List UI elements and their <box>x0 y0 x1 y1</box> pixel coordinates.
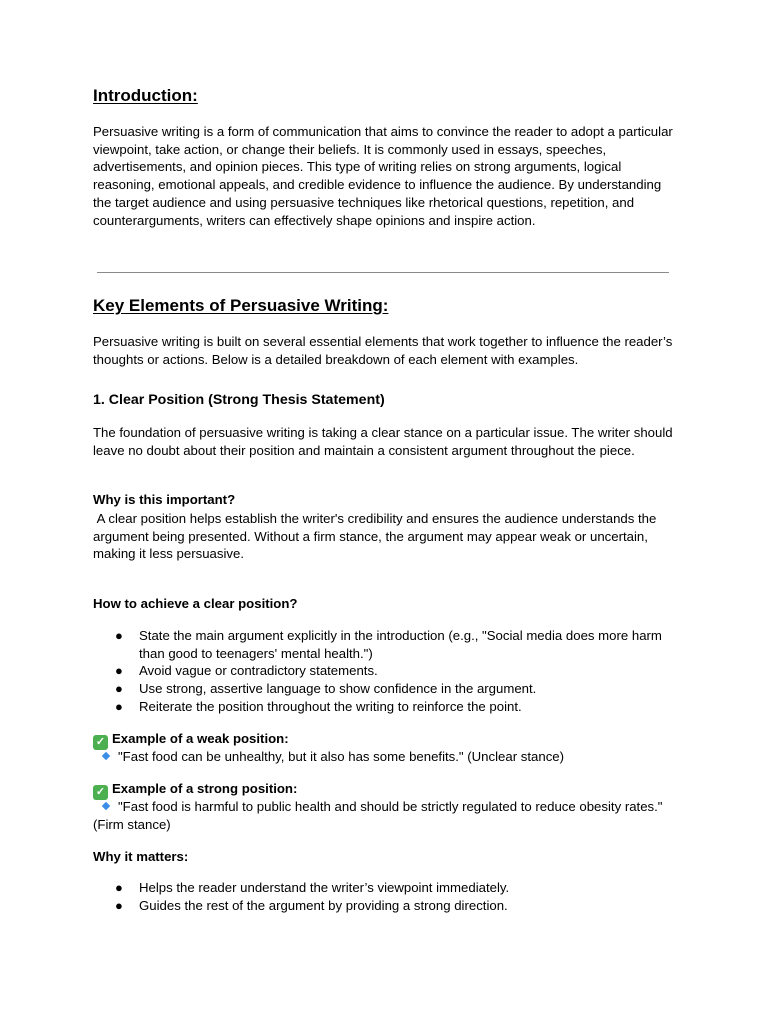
list-item: ● Guides the rest of the argument by providing a strong direction. <box>115 897 508 913</box>
check-mark-icon: ✓ <box>93 735 108 750</box>
list-item: ● State the main argument explicitly in the introduction (e.g., "Social media does more harm than good to teenagers' mental health.") <box>115 628 662 661</box>
blue-diamond-icon <box>102 802 110 810</box>
clear-position-paragraph: The foundation of persuasive writing is taking a clear stance on a particular issue. The writer should leave no doubt about their position and maintain a consistent argument throughout the piece. <box>93 425 673 458</box>
bullet-icon: ● <box>115 663 123 679</box>
bullet-icon: ● <box>115 880 123 895</box>
how-to-achieve-list <box>93 627 678 716</box>
strong-example-text: "Fast food is harmful to public health and should be strictly regulated to reduce obesity rates." (Firm stance) <box>93 799 663 832</box>
list-item: ● Use strong, assertive language to show confidence in the argument. <box>115 681 537 697</box>
how-to-achieve-heading: How to achieve a clear position? <box>93 596 298 611</box>
why-it-matters-list <box>93 879 678 914</box>
bullet-icon: ● <box>115 698 123 714</box>
bullet-icon: ● <box>115 681 123 697</box>
key-elements-paragraph: Persuasive writing is built on several essential elements that work together to influence the reader’s thoughts or actions. Below is a detailed breakdown of each element with examples. <box>93 334 673 367</box>
list-item: ● Reiterate the position throughout the writing to reinforce the point. <box>115 698 522 714</box>
why-it-matters-heading: Why it matters: <box>93 849 189 864</box>
key-elements-heading: Key Elements of Persuasive Writing: <box>93 296 389 315</box>
check-mark-icon: ✓ <box>93 785 108 800</box>
bullet-icon: ● <box>115 897 123 913</box>
blue-diamond-icon <box>102 752 110 760</box>
why-important-heading: Why is this important? <box>93 492 236 507</box>
list-item: ● Avoid vague or contradictory statements. <box>115 663 378 679</box>
introduction-paragraph: Persuasive writing is a form of communication that aims to convince the reader to adopt a particular viewpoint, take action, or change their beliefs. It is commonly used in essays, speeches, advertisements, and opinion pieces. This type of writing relies on strong arguments, logical reasoning, emotional appeals, and credible evidence to influence the audience. By understanding the target audience and using persuasive techniques like rhetorical questions, repetition, and counterarguments, writers can effectively shape opinions and inspire action. <box>93 124 673 228</box>
list-item: ● Helps the reader understand the writer’s viewpoint immediately. <box>115 880 510 895</box>
weak-example-text: "Fast food can be unhealthy, but it also has some benefits." (Unclear stance) <box>93 748 678 766</box>
why-important-paragraph: A clear position helps establish the writer's credibility and ensures the audience understands the argument being presented. Without a firm stance, the argument may appear weak or uncertain, making it less persuasive. <box>93 511 660 562</box>
bullet-icon: ● <box>115 628 123 643</box>
introduction-heading: Introduction: <box>93 86 198 105</box>
weak-example-label: ✓ Example of a weak position: <box>93 730 678 750</box>
strong-example-label: ✓ Example of a strong position: <box>93 780 678 800</box>
clear-position-heading: 1. Clear Position (Strong Thesis Statement) <box>93 392 385 408</box>
horizontal-divider <box>97 272 669 273</box>
